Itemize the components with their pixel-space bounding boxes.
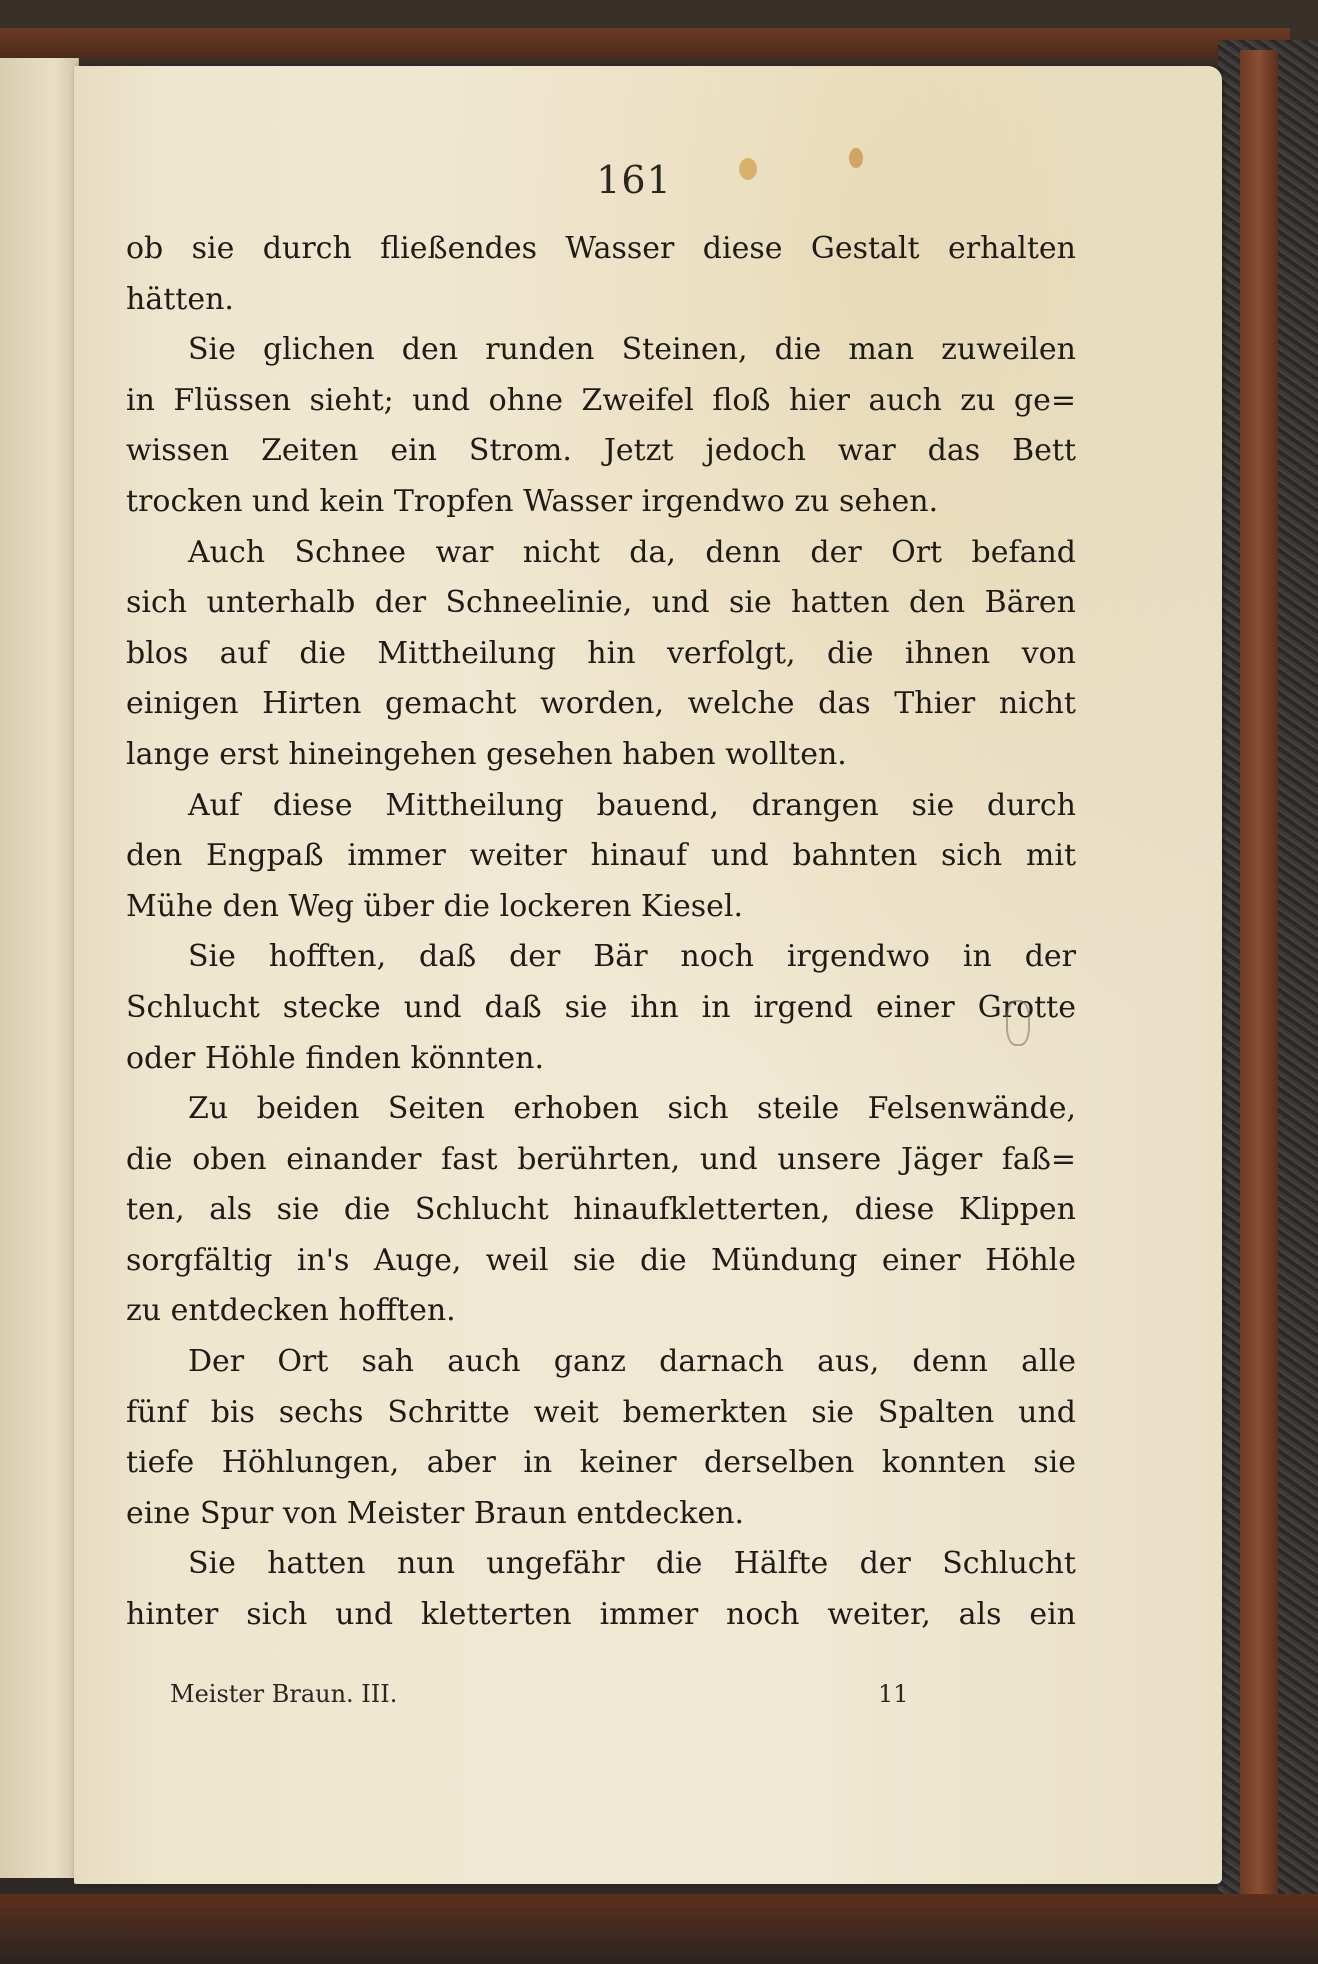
text-line: blos auf die Mittheilung hin verfolgt, die ihnen von: [126, 635, 1076, 671]
text-line: Schlucht stecke und daß sie ihn in irgend einer Grotte: [126, 989, 1076, 1025]
cover-leather-spine: [1240, 50, 1278, 1910]
text-line: oder Höhle finden könnten.: [126, 1040, 545, 1076]
text-line: in Flüssen sieht; und ohne Zweifel floß hier auch zu ge=: [126, 382, 1076, 418]
cover-leather-top: [0, 28, 1290, 58]
text-line: fünf bis sechs Schritte weit bemerkten sie Spalten und: [126, 1394, 1076, 1430]
text-line: den Engpaß immer weiter hinauf und bahnten sich mit: [126, 838, 1076, 874]
text-line: wissen Zeiten ein Strom. Jetzt jedoch war das Bett: [126, 433, 1076, 469]
cover-leather-bottom: [0, 1894, 1318, 1964]
text-line: einigen Hirten gemacht worden, welche das Thier nicht: [126, 686, 1076, 722]
text-line: tiefe Höhlungen, aber in keiner derselben konnten sie: [126, 1445, 1076, 1481]
text-line: sich unterhalb der Schneelinie, und sie hatten den Bären: [126, 585, 1076, 621]
text-line: eine Spur von Meister Braun entdecken.: [126, 1495, 745, 1531]
text-line: ten, als sie die Schlucht hinaufkletterten, diese Klippen: [126, 1192, 1076, 1228]
text-line: Sie glichen den runden Steinen, die man zuweilen: [188, 332, 1076, 368]
text-line: sorgfältig in's Auge, weil sie die Mündung einer Höhle: [126, 1242, 1076, 1278]
book-page: [74, 66, 1222, 1884]
text-line: Sie hofften, daß der Bär noch irgendwo in der: [188, 939, 1076, 975]
pencil-mark: [1006, 1000, 1030, 1046]
text-line: Sie hatten nun ungefähr die Hälfte der Schlucht: [188, 1546, 1076, 1582]
text-line: lange erst hineingehen gesehen haben wollten.: [126, 736, 847, 772]
footer-signature-mark: 11: [878, 1680, 909, 1708]
text-line: hinter sich und kletterten immer noch weiter, als ein: [126, 1597, 1076, 1633]
text-line: Auf diese Mittheilung bauend, drangen sie durch: [188, 787, 1076, 823]
footer-book-title: Meister Braun. III.: [170, 1680, 398, 1708]
text-line: Mühe den Weg über die lockeren Kiesel.: [126, 888, 743, 924]
text-line: Auch Schnee war nicht da, denn der Ort befand: [188, 534, 1076, 570]
facing-page-edge: [0, 58, 79, 1878]
text-line: trocken und kein Tropfen Wasser irgendwo zu sehen.: [126, 483, 939, 519]
text-line: Der Ort sah auch ganz darnach aus, denn alle: [188, 1344, 1076, 1380]
body-text: [126, 224, 1076, 1641]
text-line: zu entdecken hofften.: [126, 1293, 456, 1329]
text-line: die oben einander fast berührten, und unsere Jäger faß=: [126, 1141, 1076, 1177]
text-line: Zu beiden Seiten erhoben sich steile Felsenwände,: [188, 1091, 1076, 1127]
text-line: hätten.: [126, 281, 234, 317]
page-number: 161: [596, 158, 672, 202]
text-line: ob sie durch fließendes Wasser diese Gestalt erhalten: [126, 231, 1076, 266]
